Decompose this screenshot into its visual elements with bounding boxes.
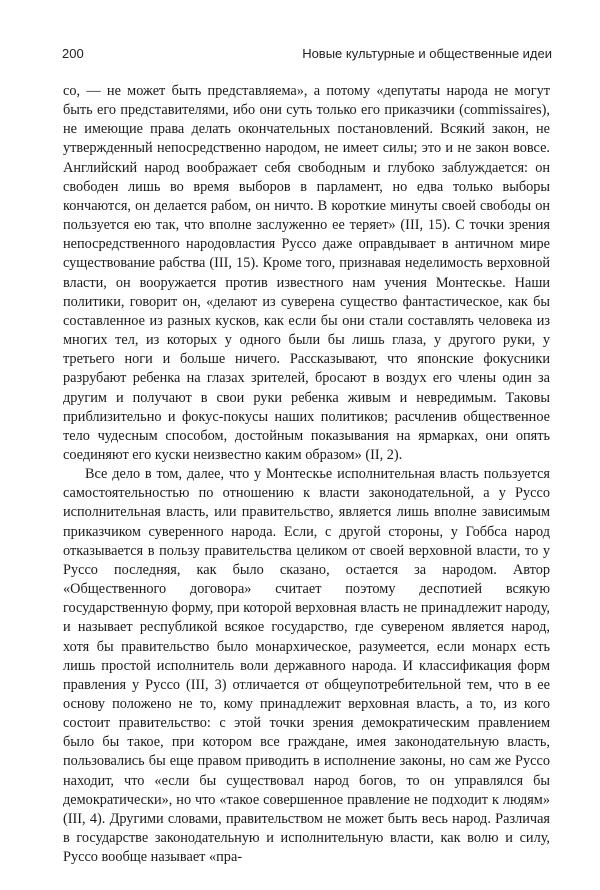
page-number: 200: [62, 46, 84, 61]
running-title: Новые культурные и общественные идеи: [302, 46, 552, 61]
page-header: [62, 44, 552, 66]
main-text: [63, 82, 550, 867]
paragraph-continued: со, — не может быть представляема», а потому «депутаты народа не могут быть его представителями, ибо они суть только его приказчики (commissaires), не имеющие права делать окончательных постановлений. Всякий закон, не утвержденный непосредственно народом, не имеет силы; это и не закон вовсе. Английский народ воображает себя свободным и глубоко заблуждается: он свободен лишь во время выборов в парламент, но едва только выборы кончаются, он делается рабом, он ничто. В короткие минуты своей свободы он пользуется ею так, что вполне заслуженно ее теряет» (III, 15). С точки зрения непосредственного народовластия Руссо даже оправдывает в античном мире существование рабства (III, 15). Кроме того, признавая неделимость верховной власти, он вооружается против известного нам учения Монтескье. Наши политики, говорит он, «делают из суверена существо фантастическое, как бы составленное из разных кусков, как если бы они стали составлять человека из многих тел, из которых у одного были бы лишь глаза, у другого руки, у третьего ноги и больше ничего. Рассказывают, что японские фокусники разрубают ребенка на глазах зрителей, бросают в воздух его члены один за другим и получают в свои руки ребенка живым и невредимым. Таковы приблизительно и фокус-покусы наших политиков; расчленив общественное тело чудесным способом, достойным показывания на ярмарках, они опять соединяют его куски неизвестно каким образом» (II, 2).: [63, 83, 550, 463]
paragraph: Все дело в том, далее, что у Монтескье исполнительная власть пользуется самостоятельностью по отношению к власти законодательной, а у Руссо исполнительная власть, или правительство, является лишь вполне зависимым приказчиком суверенного народа. Если, с другой стороны, у Гоббса народ отказывается в пользу правительства целиком от своей верховной власти, то у Руссо последняя, как было сказано, остается за народом. Автор «Общественного договора» считает поэтому деспотией всякую государственную форму, при которой верховная власть не принадлежит народу, и называет республикой всякое государство, где сувереном является народ, хотя бы правительство было монархическое, разумеется, если монарх есть лишь простой исполнитель воли державного народа. И классификация форм правления у Руссо (III, 3) отличается от общеупотребительной тем, что в ее основу положено не то, кому принадлежит верховная власть, а то, из кого состоит правительство: с этой точки зрения демократическим правлением было бы такое, при котором все граждане, имея законодательную власть, пользовались бы еще правом приводить в исполнение законы, но сам же Руссо находит, что «если бы существовал народ богов, то он управлялся бы демократически», но что «такое совершенное правление не подходит к людям» (III, 4). Другими словами, правительством не может быть весь народ. Различая в государстве законодательную и исполнительную власти, как волю и силу, Руссо вообще называет «пра-: [63, 466, 550, 866]
